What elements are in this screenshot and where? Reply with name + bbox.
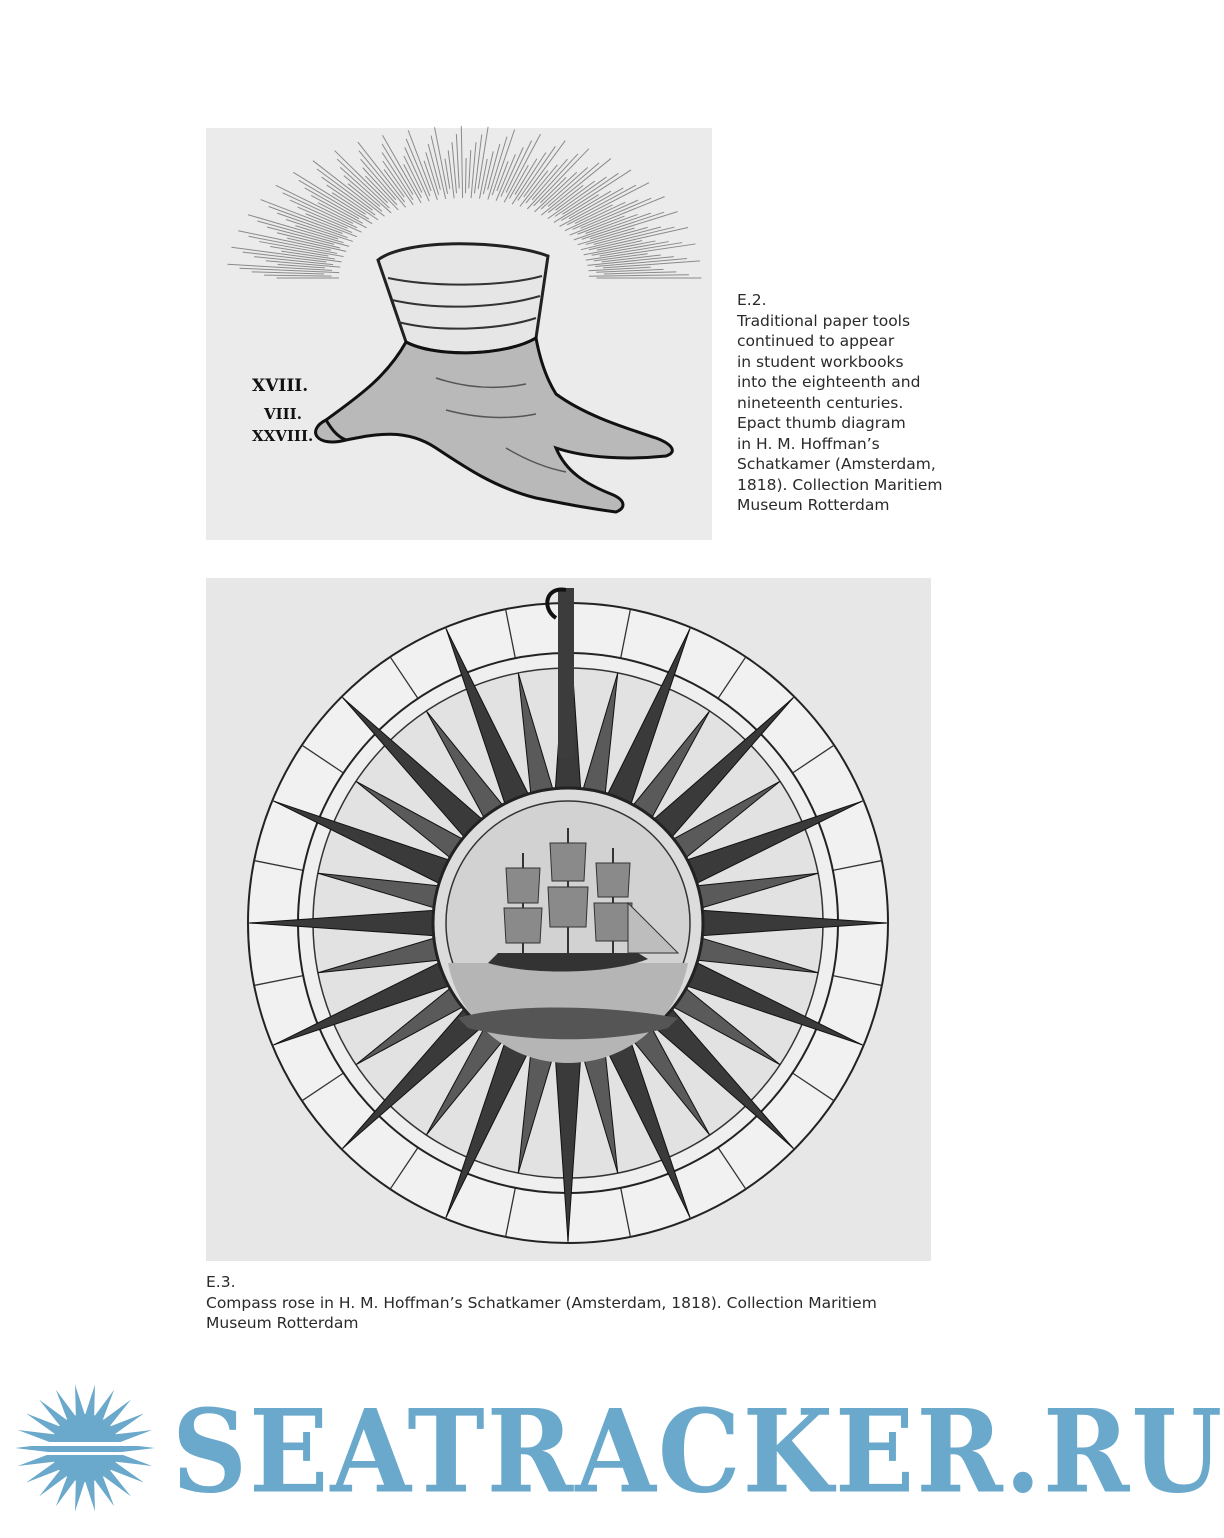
figure-e3-number: E.3. — [206, 1273, 236, 1291]
sun-icon — [10, 1380, 160, 1515]
figure-e2-caption-text: Traditional paper tools continued to appear in student workbooks into the eighteenth and nineteenth centuries. Epact thumb diagram in H. M. Hoffman’s Schatkamer (Amsterdam, 1818). Collection Maritiem Museum Rotterdam — [737, 311, 943, 514]
figure-e3-image — [206, 578, 931, 1261]
figure-e2-caption — [737, 290, 969, 516]
roman-numeral-1: XVIII. — [252, 376, 309, 396]
figure-e2-image — [206, 128, 712, 540]
figure-e2-number: E.2. — [737, 291, 767, 309]
watermark-text: SEATRACKER.RU — [172, 1383, 1224, 1520]
roman-numeral-2: VIII. — [264, 405, 302, 423]
thumb-illustration — [206, 128, 712, 540]
figure-e3-caption — [206, 1272, 906, 1334]
figure-e3-caption-text: Compass rose in H. M. Hoffman’s Schatkamer (Amsterdam, 1818). Collection Maritiem Museum Rotterdam — [206, 1293, 877, 1332]
watermark — [0, 1380, 1224, 1520]
roman-numeral-3: XXVIII. — [252, 427, 314, 445]
compass-rose-illustration — [206, 578, 931, 1261]
